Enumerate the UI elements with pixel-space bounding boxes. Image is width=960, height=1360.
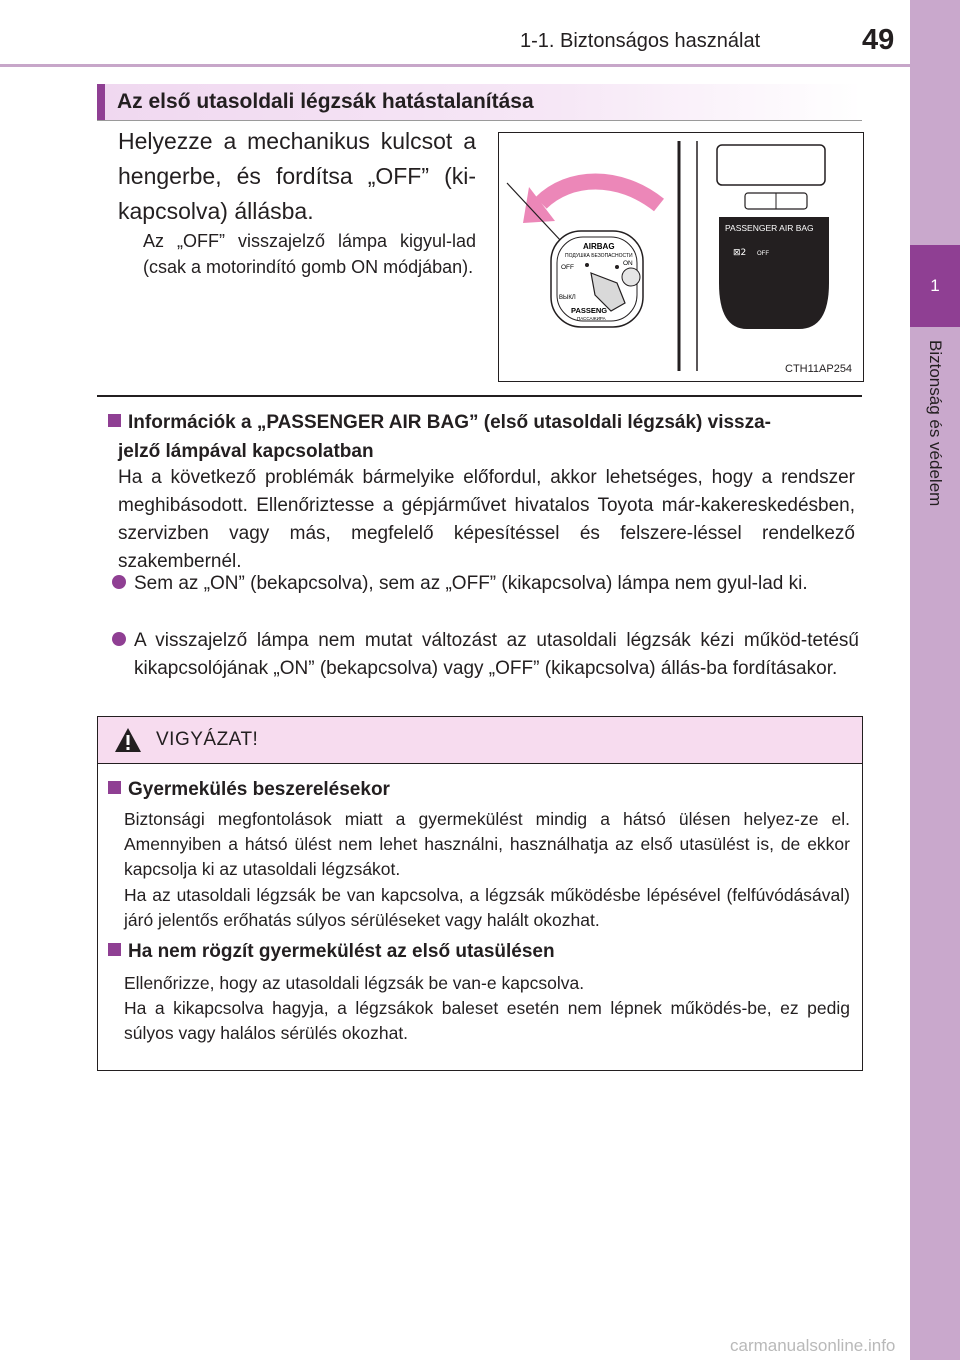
figure-code: CTH11AP254 xyxy=(785,363,853,375)
watermark: carmanualsonline.info xyxy=(730,1336,896,1355)
switch-label-vykl: ВЫКЛ xyxy=(559,295,576,301)
indicator-panel xyxy=(717,145,829,329)
instruction-text: Helyezze a mechanikus kulcsot a hengerbe, és fordítsa „OFF” (ki-kapcsolva) állásba. xyxy=(118,128,476,224)
switch-label-passeng-ru: ПАССАЖИРА xyxy=(577,316,606,321)
info-heading-line1: Információk a „PASSENGER AIR BAG” (első utasoldali légzsák) vissza- xyxy=(128,412,772,433)
caution-body-1b: Ha az utasoldali légzsák be van kapcsolva, a légzsák működésbe lépésével (felfúvódásával) járó jelentős erőhatás súlyos sérüléseket vagy halált okozhat. xyxy=(124,885,850,930)
caution-heading-text: Gyermekülés beszerelésekor xyxy=(128,779,390,800)
airbag-switch-figure xyxy=(498,132,864,382)
caution-header xyxy=(98,717,862,764)
info-bullet-2 xyxy=(112,627,859,711)
indicator-label: PASSENGER AIR BAG xyxy=(725,223,814,233)
switch-label-airbag: AIRBAG xyxy=(583,242,615,251)
round-bullet-icon xyxy=(112,632,126,646)
section-title: Az első utasoldali légzsák hatástalanítása xyxy=(117,90,534,113)
info-heading-line2: jelző lámpával kapcsolatban xyxy=(118,441,374,462)
switch-label-off: OFF xyxy=(561,264,574,271)
header-rule xyxy=(0,64,910,67)
running-header: 1-1. Biztonságos használat xyxy=(520,30,761,52)
caution-box xyxy=(97,716,863,1071)
title-accent xyxy=(97,84,105,120)
info-bullet-text: Sem az „ON” (bekapcsolva), sem az „OFF” (kikapcsolva) lámpa nem gyul-lad ki. xyxy=(134,573,808,594)
caution-heading-1 xyxy=(108,779,390,801)
caution-body-1: Biztonsági megfontolások miatt a gyermekülést mindig a hátsó ülésen helyez-ze el. Amennyiben a hátsó ülést nem lehet használni, használhatja az első utasülést is, de ekkor kapcsolja ki az utasoldali légzsákot. xyxy=(124,809,850,879)
caution-title: VIGYÁZAT! xyxy=(156,729,259,750)
section-title-bar xyxy=(97,84,862,120)
section-rule xyxy=(97,120,862,121)
info-bullet-1 xyxy=(112,570,859,626)
indicator-off: OFF xyxy=(757,251,769,257)
info-bullet-text: A visszajelző lámpa nem mutat változást az utasoldali légzsák kézi működ-tetésű kikapcsolójának „ON” (bekapcsolva) vagy „OFF” (kikapcsolva) állás-ba fordításakor. xyxy=(134,630,859,679)
switch-label-airbag-ru: ПОДУШКА БЕЗОПАСНОСТИ xyxy=(565,253,633,259)
caution-body-2b: Ha a kikapcsolva hagyja, a légzsákok baleset esetén nem lépnek működés-be, ez pedig súlyos vagy halálos sérülés okozhat. xyxy=(124,998,850,1043)
caution-heading-text: Ha nem rögzít gyermekülést az első utasülésen xyxy=(128,941,555,962)
figure-illustration xyxy=(499,133,863,381)
key-switch-plate xyxy=(551,231,643,327)
side-tab xyxy=(910,0,960,1360)
divider xyxy=(97,395,862,397)
chapter-label xyxy=(910,340,960,560)
caution-body-2: Ellenőrizze, hogy az utasoldali légzsák be van-e kapcsolva. xyxy=(124,973,585,993)
page-number: 49 xyxy=(862,24,895,56)
chapter-label-text: Biztonság és védelem xyxy=(926,340,945,507)
switch-label-passeng: PASSENG xyxy=(571,306,608,315)
square-bullet-icon xyxy=(108,414,121,427)
instruction-note: Az „OFF” visszajelző lámpa kigyul-lad (csak a motorindító gomb ON módjában). xyxy=(143,231,476,277)
info-body: Ha a következő problémák bármelyike előfordul, akkor lehetséges, hogy a rendszer meghibásodott. Ellenőriztesse a gépjárművet hivatalos Toyota már-kakereskedésben, szervizben vagy más, megfelelő képesítéssel és felszere-léssel rendelkező szakembernél. xyxy=(118,467,855,572)
info-heading xyxy=(108,408,863,437)
warning-triangle-icon xyxy=(114,727,142,753)
caution-heading-2 xyxy=(108,941,555,963)
chapter-number-tab[interactable]: 1 xyxy=(910,245,960,327)
square-bullet-icon xyxy=(108,781,121,794)
svg-text:⊠2: ⊠2 xyxy=(733,248,747,258)
round-bullet-icon xyxy=(112,575,126,589)
switch-label-on: ON xyxy=(623,260,633,267)
square-bullet-icon xyxy=(108,943,121,956)
